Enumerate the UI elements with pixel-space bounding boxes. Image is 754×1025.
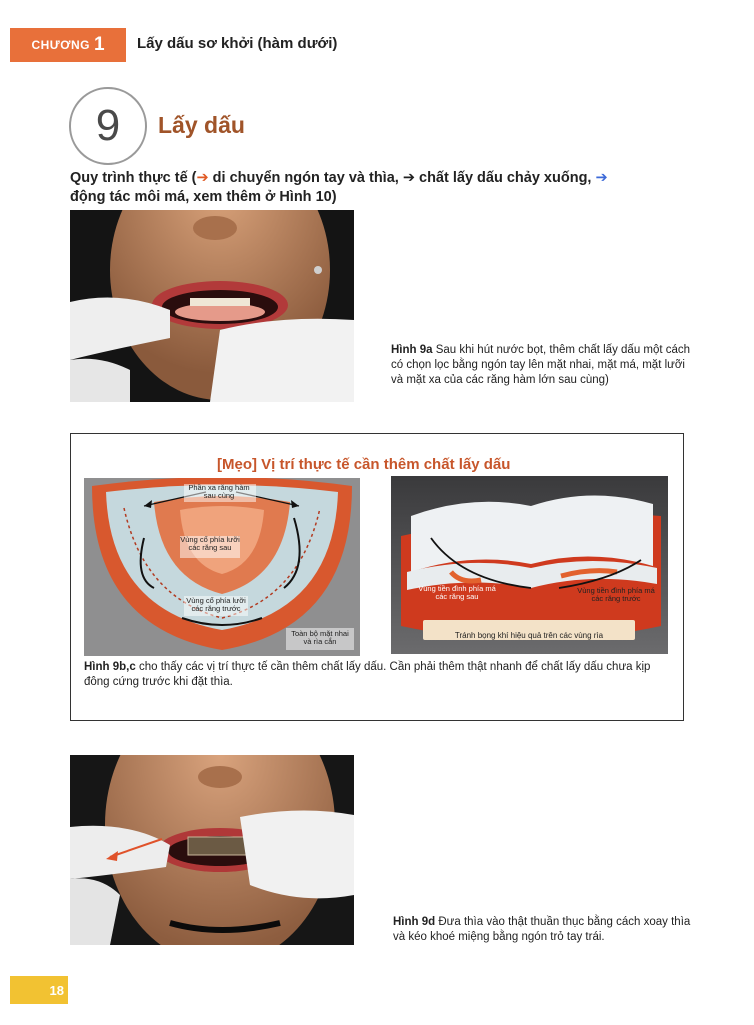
- figure-9bc-text: cho thấy các vị trí thực tế cần thêm chất lấy dấu. Cần phải thêm thật nhanh để chất lấy dấu chưa kịp đông cứng trước khi đặt thìa.: [84, 661, 651, 688]
- annotation-avoid-bubbles: Tránh bọng khí hiệu quả trên các vùng rìa: [454, 631, 604, 640]
- figure-9d-text: Đưa thìa vào thật thuần thục bằng cách xoay thìa và kéo khoé miệng bằng ngón trỏ tay trái.: [393, 916, 691, 943]
- tip-title: [Mẹo] Vị trí thực tế cần thêm chất lấy dấu: [217, 456, 511, 473]
- annotation-buccal-anterior: Vùng tiền đình phía má các răng trước: [577, 586, 655, 603]
- photo-9a: [70, 210, 354, 402]
- annotation-buccal-posterior: Vùng tiền đình phía má các răng sau: [418, 584, 496, 601]
- figure-9d-label: Hình 9d: [393, 916, 436, 928]
- page-number-tab: [10, 976, 68, 1004]
- figure-9a-label: Hình 9a: [391, 344, 433, 356]
- tip-image-right: [391, 476, 668, 654]
- annotation-lingual-posterior: Vùng cổ phía lưỡi các răng sau: [180, 535, 240, 552]
- section-title: Lấy dấu: [158, 112, 245, 138]
- figure-9bc-caption: [84, 660, 670, 690]
- photo-9d: [70, 755, 354, 945]
- section-number-circle: [69, 87, 147, 165]
- procedure-item-1: di chuyển ngón tay và thìa,: [208, 170, 403, 186]
- figure-9a-caption: [391, 343, 691, 388]
- chapter-tab: [10, 28, 126, 62]
- blue-arrow-icon: ➔: [595, 170, 608, 186]
- figure-9bc-label: Hình 9b,c: [84, 661, 136, 673]
- chapter-number: 1: [93, 34, 105, 55]
- figure-9a-text: Sau khi hút nước bọt, thêm chất lấy dấu một cách có chọn lọc bằng ngón tay lên mặt nhai, mặt má, mặt lưỡi và mặt xa của các răng hàm lớn sau cùng): [391, 344, 691, 386]
- procedure-prefix: Quy trình thực tế (: [70, 170, 197, 186]
- annotation-distal-molar: Phần xa răng hàm sau cùng: [188, 483, 250, 500]
- procedure-heading: [70, 169, 700, 207]
- chapter-label: CHƯƠNG: [31, 38, 90, 52]
- annotation-lingual-anterior: Vùng cổ phía lưỡi các răng trước: [186, 596, 246, 613]
- annotation-occlusal-incisal: Toàn bộ mặt nhai và rìa cắn: [291, 629, 349, 646]
- chapter-title: Lấy dấu sơ khởi (hàm dưới): [137, 35, 338, 52]
- procedure-item-2: chất lấy dấu chảy xuống,: [414, 170, 596, 186]
- section-number: 9: [95, 101, 121, 150]
- figure-9d-caption: [393, 915, 693, 945]
- black-arrow-icon: ➔: [402, 170, 415, 186]
- page-number: 18: [49, 982, 64, 998]
- orange-arrow-icon: ➔: [196, 170, 209, 186]
- procedure-item-3: động tác môi má, xem thêm ở Hình 10): [70, 189, 337, 205]
